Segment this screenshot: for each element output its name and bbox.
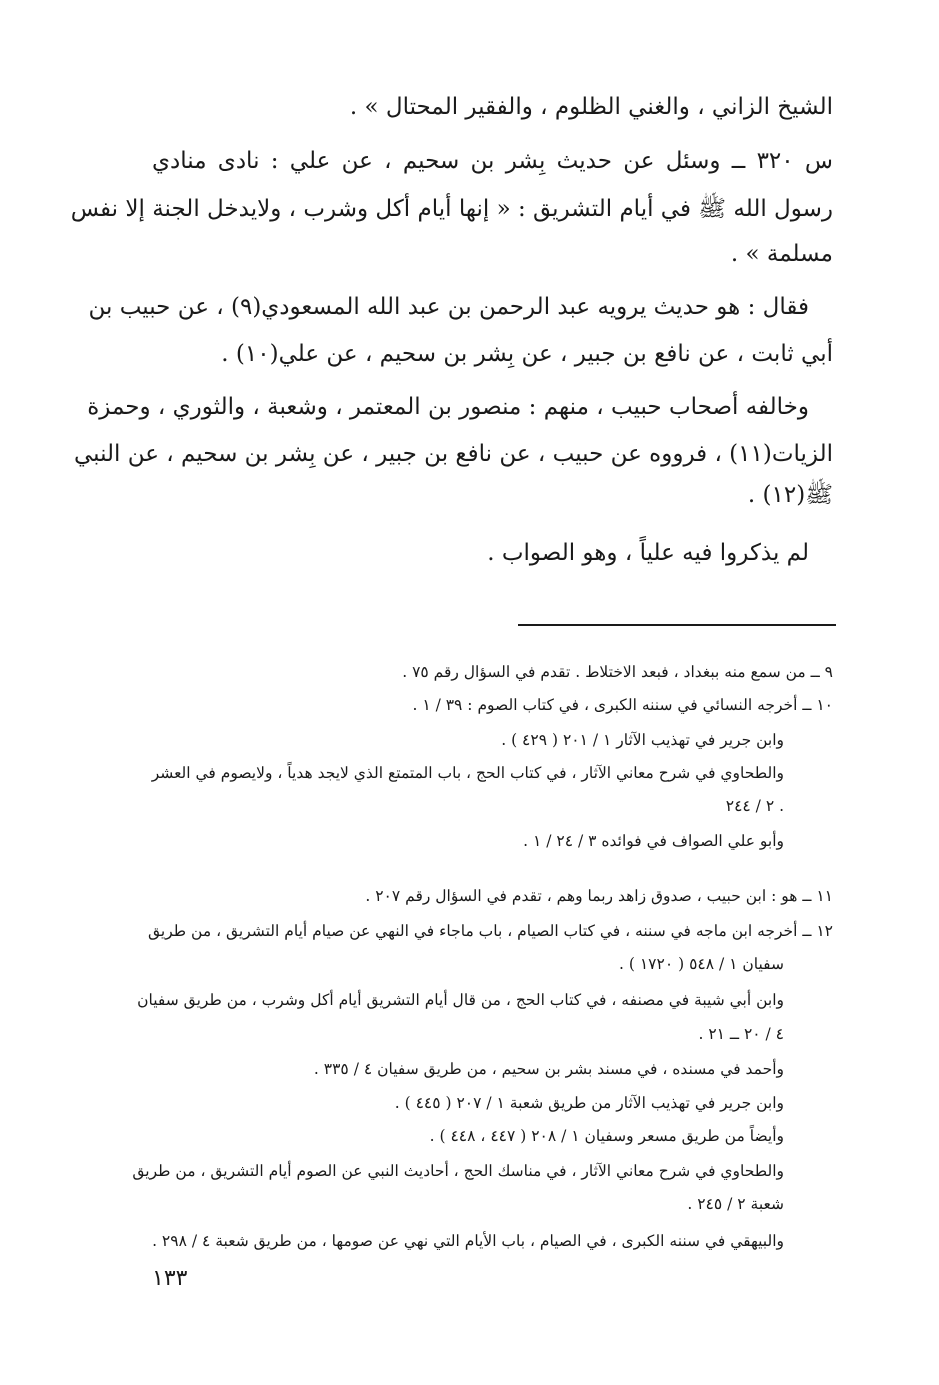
body-line: أبي ثابت ، عن نافع بن جبير ، عن بِشر بن سحيم ، عن علي(١٠) .	[221, 341, 833, 367]
footnote-line: وأحمد في مسنده ، في مسند بشر بن سحيم ، من طريق سفيان ٤ / ٣٣٥ .	[313, 1060, 784, 1078]
footnote-line: وابن أبي شيبة في مصنفه ، في كتاب الحج ، من قال أيام التشريق أيام أكل وشرب ، من طريق سفيان	[137, 991, 784, 1009]
footnote-line: سفيان ١ / ٥٤٨ ( ١٧٢٠ ) .	[619, 955, 784, 973]
footnote-line: شعبة ٢ / ٢٤٥ .	[687, 1195, 784, 1213]
body-line: الشيخ الزاني ، والغني الظلوم ، والفقير المحتال » .	[349, 94, 833, 120]
body-line: وخالفه أصحاب حبيب ، منهم : منصور بن المعتمر ، وشعبة ، والثوري ، وحمزة	[87, 394, 809, 420]
body-line: رسول الله ﷺ في أيام التشريق : « إنها أيام أكل وشرب ، ولايدخل الجنة إلا نفس	[70, 196, 833, 222]
body-line: مسلمة » .	[730, 241, 833, 267]
footnote-line: ٢ / ٢٤٤ .	[725, 797, 784, 815]
body-line: ﷺ(١٢) .	[747, 482, 833, 508]
question-heading-line: س ٣٢٠ ــ وسئل عن حديث بِشر بن سحيم ، عن علي : نادى منادي	[152, 148, 833, 174]
footnote-line: والطحاوي في شرح معاني الآثار ، في مناسك الحج ، أحاديث النبي عن الصوم أيام التشريق ، من طريق	[132, 1162, 784, 1180]
footnote-11: ١١ ــ هو : ابن حبيب ، صدوق زاهد ربما وهم ، تقدم في السؤال رقم ٢٠٧ .	[365, 887, 833, 905]
footnote-9: ٩ ــ من سمع منه ببغداد ، فبعد الاختلاط . تقدم في السؤال رقم ٧٥ .	[402, 663, 833, 681]
footnote-line: وأيضاً من طريق مسعر وسفيان ١ / ٢٠٨ ( ٤٤٧ ، ٤٤٨ ) .	[429, 1127, 784, 1145]
footnote-line: ٤ / ٢٠ ــ ٢١ .	[698, 1025, 784, 1043]
body-line: الزيات(١١) ، فرووه عن حبيب ، عن نافع بن جبير ، عن بِشر بن سحيم ، عن النبي	[73, 441, 833, 467]
answer-line: فقال : هو حديث يرويه عبد الرحمن بن عبد الله المسعودي(٩) ، عن حبيب بن	[88, 294, 809, 320]
footnote-line: والطحاوي في شرح معاني الآثار ، في كتاب الحج ، باب المتمتع الذي لايجد هدياً ، ولايصوم في العشر	[151, 764, 784, 782]
footnote-12: ١٢ ــ أخرجه ابن ماجه في سننه ، في كتاب الصيام ، باب ماجاء في النهي عن صيام أيام التشريق ، من طريق	[147, 922, 833, 940]
conclusion-line: لم يذكروا فيه علياً ، وهو الصواب .	[487, 540, 809, 566]
footnote-line: وابن جرير في تهذيب الآثار من طريق شعبة ١ / ٢٠٧ ( ٤٤٥ ) .	[394, 1094, 784, 1112]
footnote-line: وأبو علي الصواف في فوائده ٣ / ٢٤ / ١ .	[523, 832, 784, 850]
footnote-line: وابن جرير في تهذيب الآثار ١ / ٢٠١ ( ٤٢٩ ) .	[501, 731, 784, 749]
page-number: ١٣٣	[152, 1266, 188, 1291]
footnote-divider	[518, 624, 836, 626]
footnote-line: والبيهقي في سننه الكبرى ، في الصيام ، باب الأيام التي نهي عن صومها ، من طريق شعبة ٤ / ٢٩٨ .	[152, 1232, 784, 1250]
footnote-10: ١٠ ــ أخرجه النسائي في سننه الكبرى ، في كتاب الصوم : ٣٩ / ١ .	[412, 696, 833, 714]
